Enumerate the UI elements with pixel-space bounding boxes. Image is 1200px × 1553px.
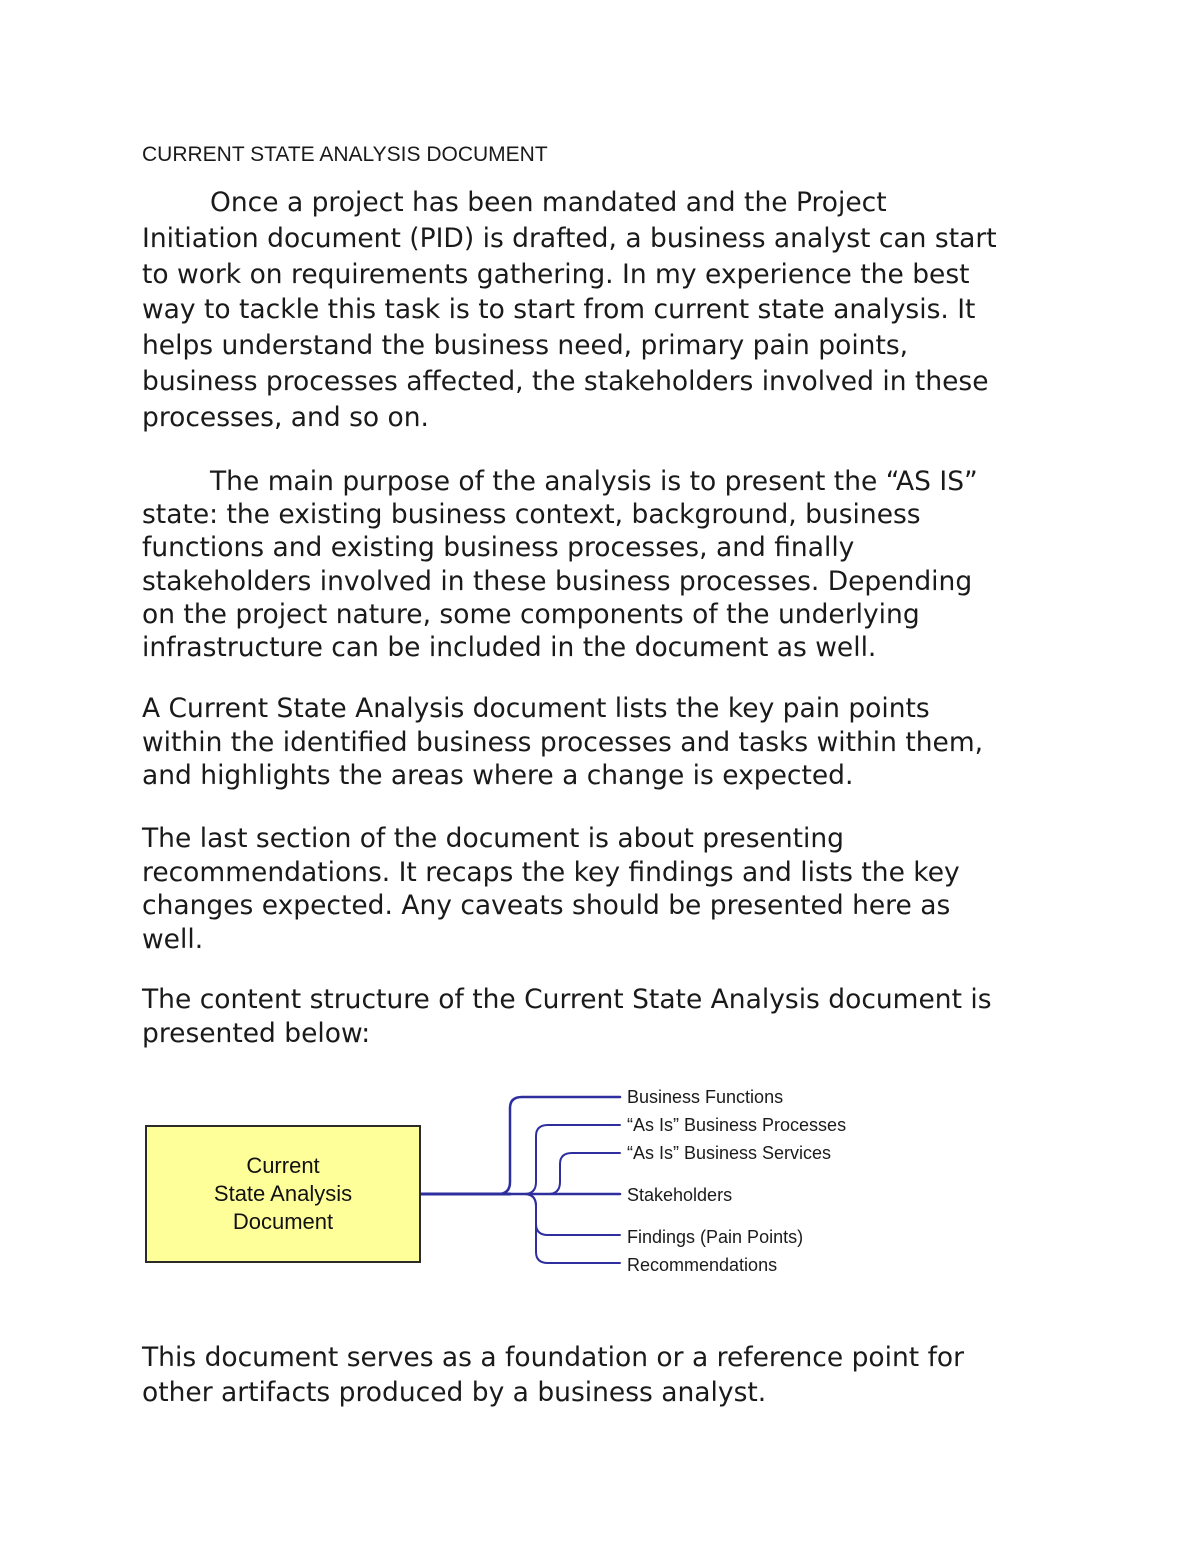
paragraph-line: The last section of the document is about presenting (142, 823, 844, 854)
root-label-line: Document (232, 1209, 334, 1234)
paragraph-line: Once a project has been mandated and the Project (210, 187, 887, 218)
connector-as-is-processes (524, 1125, 620, 1194)
structure-diagram (140, 1080, 900, 1280)
connector-findings (524, 1194, 620, 1235)
paragraph-line: on the project nature, some components of the underlying (142, 598, 920, 630)
paragraph-line: A Current State Analysis document lists the key pain points (142, 693, 930, 724)
paragraph-structure-intro (142, 983, 1072, 1051)
branch-label-recommendations: Recommendations (627, 1255, 778, 1275)
paragraph-line: way to tackle this task is to start from current state analysis. It (142, 294, 976, 326)
document-heading: CURRENT STATE ANALYSIS DOCUMENT (142, 143, 548, 166)
branch-label-stakeholders: Stakeholders (627, 1185, 733, 1205)
paragraph-intro (142, 185, 1072, 436)
branch-label-as-is-services: “As Is” Business Services (627, 1143, 832, 1163)
paragraph-line: presented below: (142, 1018, 371, 1049)
paragraph-line: functions and existing business processes, and finally (142, 532, 855, 564)
paragraph-line: well. (142, 923, 204, 955)
paragraph-line: state: the existing business context, background, business (142, 499, 921, 531)
paragraph-line: The content structure of the Current State Analysis document is (142, 984, 992, 1015)
paragraph-line: recommendations. It recaps the key findings and lists the key (142, 856, 960, 888)
paragraph-line: and highlights the areas where a change is expected. (142, 760, 854, 792)
paragraph-line: stakeholders involved in these business processes. Depending (142, 565, 973, 597)
branch-label-findings: Findings (Pain Points) (627, 1227, 804, 1247)
paragraph-conclusion (142, 1341, 1072, 1410)
paragraph-line: to work on requirements gathering. In my experience the best (142, 258, 970, 290)
paragraph-line: This document serves as a foundation or a reference point for (142, 1342, 965, 1373)
connector-recommendations (524, 1194, 620, 1263)
root-label-line: State Analysis (213, 1181, 353, 1206)
connector-as-is-services (548, 1153, 620, 1194)
paragraph-line: infrastructure can be included in the document as well. (142, 632, 877, 664)
diagram-root-box (145, 1125, 421, 1263)
paragraph-line: business processes affected, the stakeholders involved in these (142, 365, 989, 397)
branch-label-as-is-processes: “As Is” Business Processes (627, 1115, 847, 1135)
root-label-line: Current (246, 1153, 320, 1178)
paragraph-line: The main purpose of the analysis is to present the “AS IS” (210, 466, 978, 497)
paragraph-purpose (142, 465, 1072, 664)
paragraph-pain-points (142, 692, 1072, 793)
paragraph-recommendations (142, 822, 1072, 956)
paragraph-line: other artifacts produced by a business analyst. (142, 1376, 767, 1408)
branch-label-business-functions: Business Functions (627, 1087, 784, 1107)
paragraph-line: changes expected. Any caveats should be presented here as (142, 890, 951, 922)
paragraph-line: within the identified business processes and tasks within them, (142, 726, 984, 758)
paragraph-line: helps understand the business need, primary pain points, (142, 330, 909, 362)
paragraph-line: Initiation document (PID) is drafted, a business analyst can start (142, 222, 997, 254)
paragraph-line: processes, and so on. (142, 401, 429, 433)
